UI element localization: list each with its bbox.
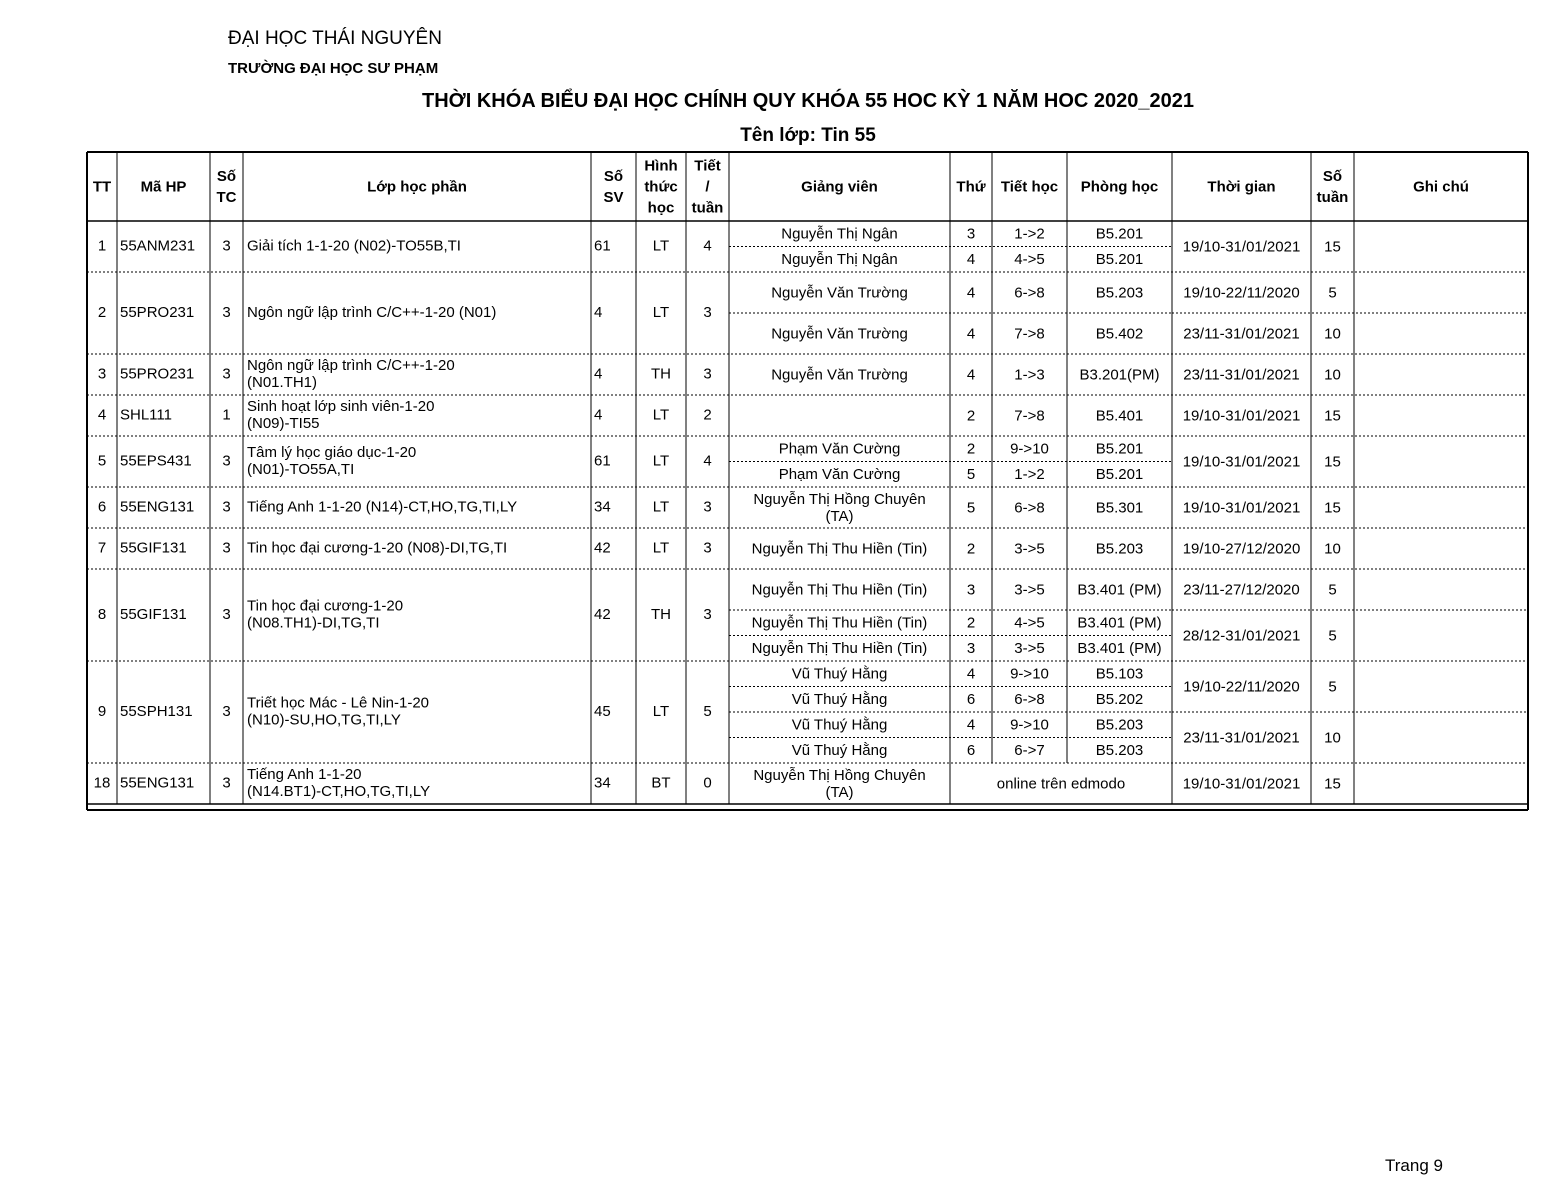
cell-so_tc: 3: [222, 365, 231, 383]
cell-tiet_tuan: 3: [703, 365, 712, 383]
cell-tt: 7: [97, 539, 107, 557]
cell-thoi_gian: 19/10-27/12/2020: [1182, 540, 1301, 558]
cell-giang_vien: Nguyễn Văn Trường: [771, 366, 908, 384]
cell-thu: 6: [966, 742, 976, 760]
cell-giang_vien: Phạm Văn Cường: [778, 466, 901, 484]
cell-lop_hoc_phan: Tin học đại cương-1-20 (N08)-DI,TG,TI: [247, 539, 508, 557]
cell-thu: 4: [966, 716, 976, 734]
page-number: Trang 9: [1385, 1156, 1443, 1175]
school-name: TRƯỜNG ĐẠI HỌC SƯ PHẠM: [228, 60, 439, 77]
cell-ma_hp: 55ENG131: [120, 498, 195, 516]
cell-so_tc: 3: [222, 605, 231, 623]
cell-so_tuan: 15: [1324, 407, 1341, 425]
cell-tiet_hoc: 3->5: [1014, 540, 1045, 558]
cell-tiet_hoc: 6->7: [1014, 742, 1045, 760]
cell-tt: 18: [93, 774, 111, 792]
cell-phong_hoc: B5.201: [1095, 440, 1144, 458]
cell-tiet_tuan: 2: [703, 406, 712, 424]
cell-so_sv: 4: [594, 365, 603, 383]
university-name: ĐẠI HỌC THÁI NGUYÊN: [228, 28, 442, 49]
cell-tt: 6: [97, 498, 107, 516]
header-ghi_chu: Ghi chú: [1413, 178, 1469, 196]
cell-phong_hoc: B5.203: [1095, 716, 1144, 734]
cell-lop_hoc_phan: Giải tích 1-1-20 (N02)-TO55B,TI: [247, 237, 461, 255]
class-name: Tên lớp: Tin 55: [740, 125, 876, 146]
cell-so_tuan: 15: [1324, 453, 1341, 471]
cell-tiet_hoc: 1->2: [1014, 466, 1045, 484]
header-so_sv: SV: [603, 188, 624, 206]
cell-phong_hoc: B5.203: [1095, 540, 1144, 558]
cell-giang_vien: Vũ Thuý Hằng: [791, 716, 888, 734]
cell-thu: 2: [966, 407, 976, 425]
cell-lop_hoc_phan: Tiếng Anh 1-1-20: [247, 765, 362, 783]
cell-tiet_hoc: 1->3: [1014, 366, 1045, 384]
cell-so_tc: 3: [222, 498, 231, 516]
cell-so_sv: 34: [594, 498, 611, 516]
cell-giang_vien: Vũ Thuý Hằng: [791, 691, 888, 709]
cell-thu: 5: [966, 499, 976, 517]
cell-ma_hp: 55PRO231: [120, 365, 195, 383]
cell-thu: 3: [966, 225, 976, 243]
cell-tiet_hoc: 9->10: [1010, 716, 1049, 734]
cell-so_tc: 3: [222, 774, 231, 792]
cell-thoi_gian: 19/10-31/01/2021: [1182, 499, 1301, 517]
cell-hinh_thuc: LT: [652, 303, 670, 321]
cell-tt: 9: [97, 702, 107, 720]
cell-lop_hoc_phan: (N09)-TI55: [247, 414, 320, 432]
cell-tiet_tuan: 5: [703, 702, 712, 720]
cell-so_tc: 3: [222, 452, 231, 470]
cell-tiet_tuan: 3: [703, 539, 712, 557]
cell-thu: 4: [966, 366, 976, 384]
cell-so_tuan: 5: [1328, 284, 1337, 302]
cell-so_sv: 42: [594, 605, 611, 623]
cell-giang_vien: Phạm Văn Cường: [778, 440, 901, 458]
header-thu: Thứ: [956, 178, 986, 196]
cell-thoi_gian: 19/10-22/11/2020: [1183, 284, 1300, 302]
cell-so_tuan: 15: [1324, 499, 1341, 517]
cell-tiet_hoc: 3->5: [1014, 581, 1045, 599]
cell-tt: 3: [97, 365, 107, 383]
cell-thu: 2: [966, 440, 976, 458]
cell-tiet_hoc: 4->5: [1014, 251, 1045, 269]
cell-hinh_thuc: LT: [652, 452, 670, 470]
cell-tiet_hoc: 6->8: [1014, 284, 1045, 302]
header-lop_hoc_phan: Lớp học phần: [367, 178, 467, 196]
cell-hinh_thuc: TH: [651, 605, 671, 623]
cell-giang_vien: Nguyễn Thị Hồng Chuyên: [753, 490, 926, 508]
cell-ma_hp: 55PRO231: [120, 303, 195, 321]
cell-giang_vien: Nguyễn Văn Trường: [771, 325, 908, 343]
cell-so_tc: 3: [222, 237, 231, 255]
header-phong_hoc: Phòng học: [1080, 178, 1159, 196]
cell-so_tuan: 5: [1328, 581, 1337, 599]
cell-thoi_gian: 19/10-31/01/2021: [1182, 775, 1301, 793]
cell-phong_hoc: B3.201(PM): [1079, 366, 1160, 384]
cell-ma_hp: 55SPH131: [120, 702, 193, 720]
cell-lop_hoc_phan: (N14.BT1)-CT,HO,TG,TI,LY: [247, 782, 431, 800]
cell-phong_hoc: B5.402: [1095, 325, 1144, 343]
cell-giang_vien: Vũ Thuý Hằng: [791, 742, 888, 760]
cell-phong_hoc: B5.401: [1095, 407, 1144, 425]
header-so_tuan: Số: [1322, 167, 1343, 185]
cell-so_sv: 4: [594, 303, 603, 321]
cell-thu: 4: [966, 284, 976, 302]
cell-thu: 4: [966, 665, 976, 683]
header-giang_vien: Giảng viên: [801, 178, 878, 196]
cell-so_tuan: 5: [1328, 678, 1337, 696]
cell-giang_vien: Nguyễn Thị Thu Hiền (Tin): [751, 540, 928, 558]
cell-phong_hoc: B5.201: [1095, 466, 1144, 484]
header-tiet_tuan: tuần: [691, 199, 724, 217]
cell-phong_hoc: B5.201: [1095, 251, 1144, 269]
cell-so_tuan: 10: [1324, 729, 1341, 747]
cell-lop_hoc_phan: (N01)-TO55A,TI: [247, 460, 355, 478]
cell-lop_hoc_phan: Tâm lý học giáo dục-1-20: [247, 443, 417, 461]
cell-phong_hoc: B3.401 (PM): [1077, 640, 1162, 658]
cell-tiet_hoc: 9->10: [1010, 665, 1049, 683]
cell-lop_hoc_phan: Sinh hoạt lớp sinh viên-1-20: [247, 397, 435, 415]
cell-thoi_gian: 28/12-31/01/2021: [1182, 627, 1301, 645]
cell-ma_hp: 55GIF131: [120, 605, 187, 623]
cell-hinh_thuc: LT: [652, 702, 670, 720]
cell-giang_vien: (TA): [825, 507, 854, 525]
cell-ma_hp: 55GIF131: [120, 539, 187, 557]
cell-tt: 1: [97, 237, 107, 255]
cell-so_tuan: 10: [1324, 325, 1341, 343]
cell-thoi_gian: 23/11-31/01/2021: [1183, 325, 1300, 343]
cell-hinh_thuc: LT: [652, 539, 670, 557]
cell-tiet_tuan: 3: [703, 605, 712, 623]
cell-tiet_hoc: 7->8: [1014, 325, 1045, 343]
cell-so_tc: 3: [222, 539, 231, 557]
cell-so_tuan: 15: [1324, 238, 1341, 256]
cell-phong_hoc: B5.301: [1095, 499, 1144, 517]
cell-thu: 6: [966, 691, 976, 709]
cell-ma_hp: 55ENG131: [120, 774, 195, 792]
cell-so_tuan: 15: [1324, 775, 1341, 793]
cell-giang_vien: Vũ Thuý Hằng: [791, 665, 888, 683]
header-hinh_thuc: học: [647, 199, 675, 217]
cell-so_tc: 1: [222, 406, 231, 424]
cell-giang_vien: Nguyễn Thị Thu Hiền (Tin): [751, 581, 928, 599]
cell-online-note: online trên edmodo: [996, 775, 1126, 793]
cell-thu: 5: [966, 466, 976, 484]
cell-giang_vien: Nguyễn Thị Thu Hiền (Tin): [751, 614, 928, 632]
cell-tt: 4: [97, 406, 107, 424]
cell-tiet_hoc: 9->10: [1010, 440, 1049, 458]
cell-phong_hoc: B5.203: [1095, 742, 1144, 760]
cell-giang_vien: Nguyễn Thị Hồng Chuyên: [753, 766, 926, 784]
cell-lop_hoc_phan: Tiếng Anh 1-1-20 (N14)-CT,HO,TG,TI,LY: [247, 498, 518, 516]
cell-tt: 8: [97, 605, 107, 623]
cell-hinh_thuc: LT: [652, 237, 670, 255]
header-so_tc: TC: [216, 188, 237, 206]
header-tiet_hoc: Tiết học: [1000, 178, 1059, 196]
cell-hinh_thuc: LT: [652, 498, 670, 516]
cell-tiet_hoc: 1->2: [1014, 225, 1045, 243]
cell-lop_hoc_phan: Ngôn ngữ lập trình C/C++-1-20 (N01): [247, 303, 497, 321]
cell-so_tuan: 10: [1324, 366, 1341, 384]
cell-phong_hoc: B5.201: [1095, 225, 1144, 243]
cell-tiet_hoc: 4->5: [1014, 614, 1045, 632]
header-hinh_thuc: Hình: [644, 157, 678, 175]
cell-thu: 4: [966, 251, 976, 269]
cell-hinh_thuc: BT: [651, 774, 671, 792]
cell-so_sv: 4: [594, 406, 603, 424]
cell-lop_hoc_phan: (N10)-SU,HO,TG,TI,LY: [247, 711, 401, 729]
cell-thoi_gian: 19/10-22/11/2020: [1183, 678, 1300, 696]
cell-thoi_gian: 23/11-31/01/2021: [1183, 366, 1300, 384]
cell-tiet_hoc: 6->8: [1014, 499, 1045, 517]
cell-thoi_gian: 19/10-31/01/2021: [1182, 238, 1301, 256]
header-tt: TT: [92, 178, 112, 196]
cell-lop_hoc_phan: Tin học đại cương-1-20: [247, 597, 404, 615]
cell-tt: 5: [97, 452, 107, 470]
header-thoi_gian: Thời gian: [1207, 178, 1276, 196]
cell-tiet_tuan: 4: [703, 452, 712, 470]
cell-tiet_hoc: 3->5: [1014, 640, 1045, 658]
cell-tt: 2: [97, 303, 107, 321]
cell-thu: 3: [966, 581, 976, 599]
cell-so_sv: 45: [594, 702, 611, 720]
cell-lop_hoc_phan: (N01.TH1): [247, 373, 318, 391]
cell-thoi_gian: 23/11-27/12/2020: [1183, 581, 1300, 599]
cell-phong_hoc: B5.103: [1095, 665, 1144, 683]
cell-so_sv: 61: [594, 452, 611, 470]
cell-phong_hoc: B3.401 (PM): [1077, 614, 1162, 632]
cell-lop_hoc_phan: (N08.TH1)-DI,TG,TI: [247, 614, 380, 632]
cell-giang_vien: Nguyễn Thị Ngân: [781, 251, 898, 269]
cell-so_sv: 34: [594, 774, 611, 792]
cell-thoi_gian: 19/10-31/01/2021: [1182, 453, 1301, 471]
cell-thu: 2: [966, 540, 976, 558]
cell-ma_hp: 55ANM231: [120, 237, 196, 255]
header-tiet_tuan: Tiết: [694, 157, 721, 175]
header-tiet_tuan: /: [705, 178, 710, 196]
header-hinh_thuc: thức: [644, 178, 678, 196]
cell-ma_hp: 55EPS431: [120, 452, 192, 470]
header-so_sv: Số: [603, 167, 624, 185]
cell-tiet_tuan: 3: [703, 498, 712, 516]
cell-so_sv: 42: [594, 539, 611, 557]
cell-lop_hoc_phan: Ngôn ngữ lập trình C/C++-1-20: [247, 356, 455, 374]
header-ma_hp: Mã HP: [140, 178, 187, 196]
cell-tiet_tuan: 3: [703, 303, 712, 321]
cell-thu: 4: [966, 325, 976, 343]
cell-giang_vien: (TA): [825, 783, 854, 801]
cell-tiet_hoc: 7->8: [1014, 407, 1045, 425]
cell-giang_vien: Nguyễn Thị Thu Hiền (Tin): [751, 640, 928, 658]
cell-thoi_gian: 23/11-31/01/2021: [1183, 729, 1300, 747]
cell-hinh_thuc: LT: [652, 406, 670, 424]
cell-so_sv: 61: [594, 237, 611, 255]
cell-thoi_gian: 19/10-31/01/2021: [1182, 407, 1301, 425]
cell-giang_vien: Nguyễn Thị Ngân: [781, 225, 898, 243]
cell-hinh_thuc: TH: [651, 365, 671, 383]
cell-ma_hp: SHL111: [120, 406, 172, 424]
cell-so_tc: 3: [222, 702, 231, 720]
cell-so_tc: 3: [222, 303, 231, 321]
header-so_tc: Số: [216, 167, 237, 185]
cell-tiet_tuan: 4: [703, 237, 712, 255]
header-so_tuan: tuần: [1316, 188, 1349, 206]
cell-phong_hoc: B5.203: [1095, 284, 1144, 302]
cell-thu: 2: [966, 614, 976, 632]
cell-tiet_tuan: 0: [703, 774, 712, 792]
cell-lop_hoc_phan: Triết học Mác - Lê Nin-1-20: [247, 694, 430, 712]
cell-thu: 3: [966, 640, 976, 658]
cell-giang_vien: Nguyễn Văn Trường: [771, 284, 908, 302]
cell-so_tuan: 10: [1324, 540, 1341, 558]
cell-so_tuan: 5: [1328, 627, 1337, 645]
cell-tiet_hoc: 6->8: [1014, 691, 1045, 709]
cell-phong_hoc: B3.401 (PM): [1077, 581, 1162, 599]
page-title: THỜI KHÓA BIỂU ĐẠI HỌC CHÍNH QUY KHÓA 55 HOC KỲ 1 NĂM HOC 2020_2021: [421, 90, 1195, 112]
cell-phong_hoc: B5.202: [1095, 691, 1144, 709]
